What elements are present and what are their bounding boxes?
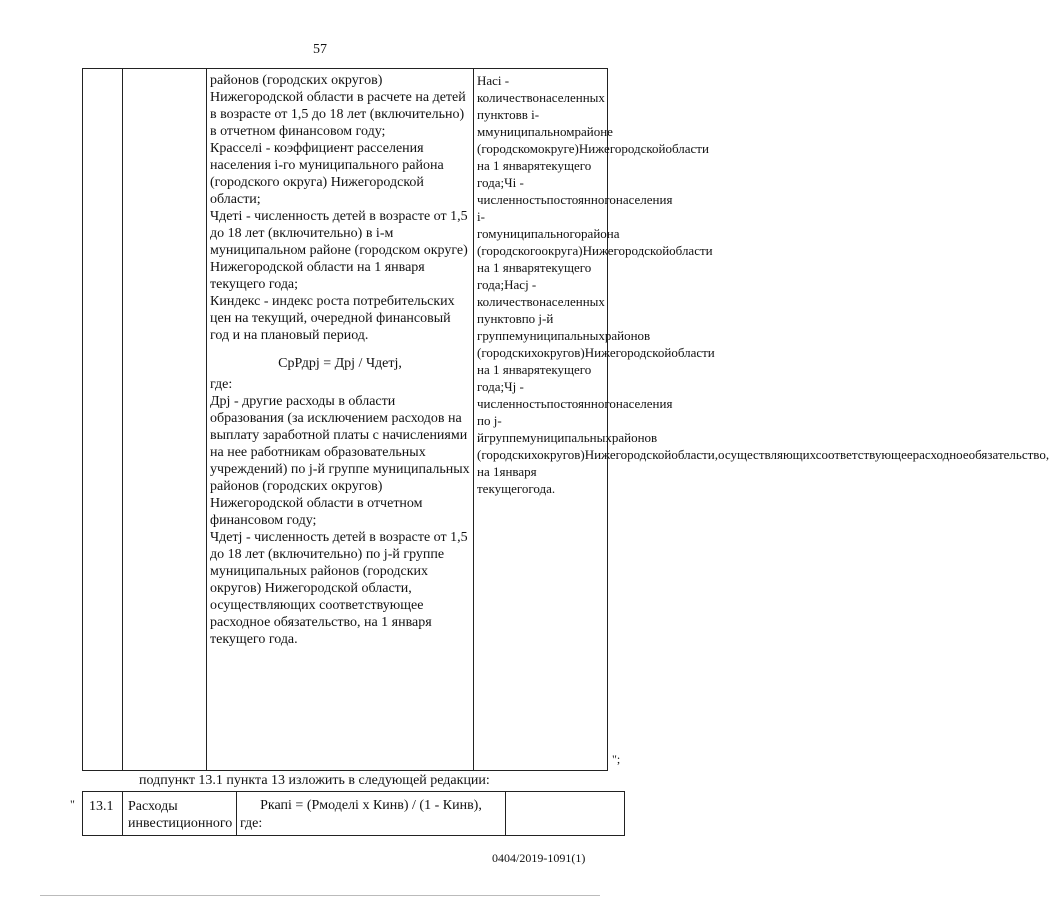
row-where-label: где:: [240, 816, 263, 831]
right-column-line: округа): [541, 243, 583, 258]
definition-line: Чдетj - численность детей в возрасте от 1,5: [210, 530, 468, 545]
table-bottom-border: [82, 770, 608, 771]
right-column-line: группе: [483, 430, 522, 445]
definition-line: до 18 лет (включительно) по j-й группе: [210, 547, 445, 562]
right-column-line: муниципальных: [514, 328, 605, 343]
right-column-line: населения по j-й: [477, 396, 673, 445]
right-column-line: осуществляющих: [718, 447, 816, 462]
description-line: (городского округа) Нижегородской: [210, 175, 424, 190]
row-bottom-border: [82, 835, 625, 836]
definition-line: финансовом году;: [210, 513, 317, 528]
definition-line: расходное обязательство, на 1 января: [210, 615, 432, 630]
right-column-line: округов): [537, 345, 585, 360]
right-column-line: района (городского: [477, 226, 620, 258]
description-line: в возрасте от 1,5 до 18 лет (включительно): [210, 107, 465, 122]
right-column-line: населенных пунктов: [477, 90, 605, 122]
col-border-2: [122, 68, 123, 771]
right-column-line: соответствующее: [815, 447, 913, 462]
row-name: [128, 798, 234, 832]
amendment-instruction: подпункт 13.1 пункта 13 изложить в следующей редакции:: [139, 773, 490, 788]
right-column-line: районов (городских: [477, 430, 658, 462]
right-column-line: постоянного: [546, 192, 616, 207]
right-column-line: районов (городских: [477, 328, 651, 360]
table-top-border: [82, 68, 608, 69]
formula-description-block: [210, 72, 470, 344]
description-line: Нижегородской области на 1 января: [210, 260, 425, 275]
description-line: год и на плановый период.: [210, 328, 369, 343]
definition-line: округов) Нижегородской области,: [210, 581, 412, 596]
right-column-line: Нижегородской: [578, 141, 666, 156]
right-column-line: округов): [537, 447, 585, 462]
right-column-line: муниципальном: [485, 124, 575, 139]
definition-line: Нижегородской области в отчетном: [210, 496, 423, 511]
row-border-3: [236, 791, 237, 836]
right-column-line: в і-м: [477, 107, 540, 139]
description-line: Чдеті - численность детей в возрасте от 1,5: [210, 209, 468, 224]
row-name-line-1: Расходы: [128, 799, 178, 814]
page-number: 57: [313, 42, 327, 57]
closing-quote-mark: ";: [612, 752, 621, 766]
row-border-5: [624, 791, 625, 836]
right-column-line: расходное: [912, 447, 969, 462]
footer-document-code: 0404/2019-1091(1): [492, 851, 586, 865]
description-line: Киндекс - индекс роста потребительских: [210, 294, 455, 309]
right-column-line: населения і-го: [477, 192, 673, 241]
definition-line: выплату заработной платы с начислениями: [210, 428, 468, 443]
description-line: муниципальном районе (городском округе): [210, 243, 468, 258]
definition-line: образования (за исключением расходов на: [210, 411, 462, 426]
definition-line: осуществляющих соответствующее: [210, 598, 424, 613]
description-line: до 18 лет (включительно) в і-м: [210, 226, 394, 241]
row-name-line-2: инвестиционного: [128, 816, 233, 831]
right-column-line: Чj - численность: [477, 379, 547, 411]
description-line: в отчетном финансовом году;: [210, 124, 386, 139]
right-column-line: округе): [537, 141, 579, 156]
right-column-line: Нижегородской: [582, 243, 670, 258]
right-column-line: года.: [528, 481, 556, 496]
description-line: населения і-го муниципального района: [210, 158, 444, 173]
bottom-rule: [40, 895, 600, 896]
formula-capital-expenses: Ркапі = (Рмоделі х Кинв) / (1 - Кинв),: [260, 798, 482, 813]
right-column-line: Насj - количество: [477, 277, 540, 309]
description-line: цен на текущий, очередной финансовый: [210, 311, 451, 326]
right-column-line: муниципальных: [521, 430, 612, 445]
definition-line: текущего года.: [210, 632, 298, 647]
definition-line: на нее работникам образовательных: [210, 445, 426, 460]
col-border-3: [206, 68, 207, 771]
right-column-line: области на 1 января: [477, 345, 715, 377]
definition-line: учреждений) по j-й группе муниципальных: [210, 462, 470, 477]
right-column-line: постоянного: [546, 396, 616, 411]
description-line: Нижегородской области в расчете на детей: [210, 90, 466, 105]
right-column-line: Нижегородской: [584, 345, 672, 360]
description-line: области;: [210, 192, 261, 207]
right-column-line: населенных пунктов: [477, 294, 605, 326]
right-column-line: текущего года;: [477, 362, 592, 394]
right-column-line: января текущего: [477, 464, 537, 496]
right-column-line: районе (городском: [477, 124, 613, 156]
col-border-1: [82, 68, 83, 771]
right-column-line: текущего года;: [477, 260, 592, 292]
right-column-line: Насі - количество: [477, 73, 540, 105]
row-top-border: [82, 791, 625, 792]
variable-definitions-block: [210, 393, 470, 648]
formula-avg-other-expenses: СрРдрj = Дрj / Чдетj,: [278, 356, 402, 371]
right-column-line: Нижегородской: [584, 447, 672, 462]
right-column-definitions: [477, 72, 1049, 497]
definition-line: муниципальных районов (городских: [210, 564, 429, 579]
right-column-line: муниципального: [488, 226, 582, 241]
description-line: Красселі - коэффициент расселения: [210, 141, 424, 156]
right-column-line: текущего года;: [477, 158, 592, 190]
col-border-5: [607, 68, 608, 771]
right-column-line: области на 1 января: [477, 243, 713, 275]
open-quote-mark: ": [70, 797, 75, 811]
right-column-line: области,: [671, 447, 719, 462]
description-line: районов (городских округов): [210, 73, 383, 88]
definition-line: Дрj - другие расходы в области: [210, 394, 396, 409]
row-border-4: [505, 791, 506, 836]
row-border-2: [122, 791, 123, 836]
col-border-4: [473, 68, 474, 771]
right-column-line: по j-й группе: [477, 311, 554, 343]
right-column-line: обязательство, на 1: [477, 447, 1049, 479]
right-column-line: области на 1 января: [477, 141, 709, 173]
row-border-1: [82, 791, 83, 836]
definition-line: районов (городских округов): [210, 479, 383, 494]
description-line: текущего года;: [210, 277, 299, 292]
row-number: 13.1: [89, 799, 114, 814]
where-label: где:: [210, 377, 233, 392]
right-column-line: Чі - численность: [477, 175, 547, 207]
